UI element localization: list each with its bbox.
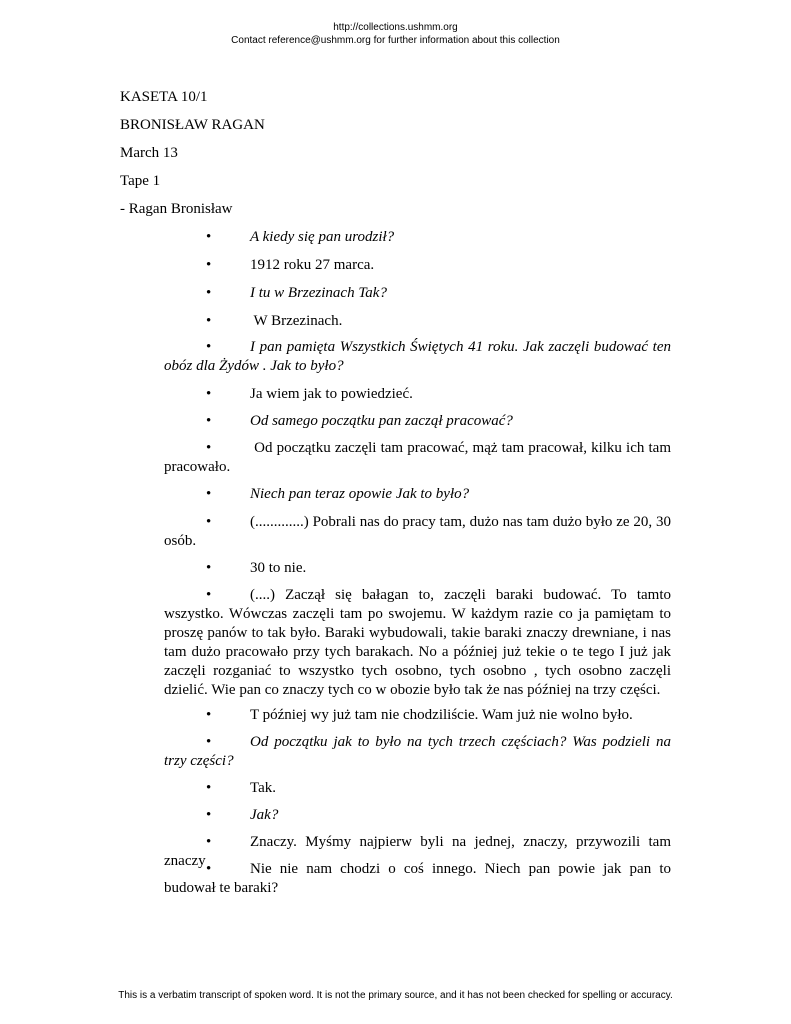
bullet-marker: • bbox=[206, 834, 212, 850]
entry-text: Ja wiem jak to powiedzieć. bbox=[250, 386, 413, 402]
speaker-label: - Ragan Bronisław bbox=[120, 201, 233, 217]
interviewee-name: BRONISŁAW RAGAN bbox=[120, 117, 265, 133]
entry-text: Od samego początku pan zaczął pracować? bbox=[250, 413, 513, 429]
entry-text: (....) Zaczął się bałagan to, zaczęli baraki budować. To tamto wszystko. Wówczas zaczęli tam po swojemu. W każdym razie co ja pamiętam to proszę panów to tak było. Baraki wybudowali, takie baraki znaczy drewniane, i nas tam dużo pracowało przy tych barakach. No a później już tekie o te tego I już jak zaczęli rozganiać to wszystko tych osobno, tych osobno , tych osobno zaczęli dzielić. Wie pan co znaczy tych co w obozie było tak że nas później na trzy części. bbox=[164, 587, 671, 698]
transcript-entry bbox=[164, 559, 671, 578]
bullet-marker: • bbox=[206, 861, 212, 877]
bullet-marker: • bbox=[206, 514, 212, 530]
bullet-marker: • bbox=[206, 560, 212, 576]
entry-text: (.............) Pobrali nas do pracy tam, dużo nas tam dużo było ze 20, 30 osób. bbox=[164, 514, 671, 549]
tape-label: Tape 1 bbox=[120, 173, 161, 189]
entry-text: Od początku zaczęli tam pracować, mąż tam pracował, kilku ich tam pracowało. bbox=[164, 440, 671, 475]
bullet-marker: • bbox=[206, 440, 212, 456]
entry-text: Jak? bbox=[250, 807, 279, 823]
transcript-entry bbox=[164, 485, 671, 504]
transcript-entry bbox=[164, 733, 671, 771]
transcript-disclaimer: This is a verbatim transcript of spoken word. It is not the primary source, and it has not been checked for spelling or accuracy. bbox=[118, 990, 673, 1001]
entry-text: Nie nie nam chodzi o coś innego. Niech pan powie jak pan to budował te baraki? bbox=[164, 861, 671, 896]
transcript-entry bbox=[164, 412, 671, 431]
bullet-marker: • bbox=[206, 807, 212, 823]
entry-text: I pan pamięta Wszystkich Świętych 41 roku. Jak zaczęli budować ten obóz dla Żydów . Jak to było? bbox=[164, 339, 671, 374]
transcript-entry bbox=[164, 779, 671, 798]
transcript-entry bbox=[164, 706, 671, 725]
entry-text: 30 to nie. bbox=[250, 560, 307, 576]
header-url[interactable]: http://collections.ushmm.org bbox=[333, 22, 458, 33]
cassette-label: KASETA 10/1 bbox=[120, 89, 208, 105]
interview-date: March 13 bbox=[120, 145, 178, 161]
transcript-entry bbox=[164, 312, 671, 331]
transcript-entry bbox=[164, 439, 671, 477]
entry-text: Tak. bbox=[250, 780, 277, 796]
transcript-entry bbox=[164, 284, 671, 303]
bullet-marker: • bbox=[206, 386, 212, 402]
entry-text: Od początku jak to było na tych trzech częściach? Was podzieli na trzy części? bbox=[164, 734, 671, 769]
transcript-entry bbox=[164, 860, 671, 898]
bullet-marker: • bbox=[206, 707, 212, 723]
transcript-entry bbox=[164, 338, 671, 376]
bullet-marker: • bbox=[206, 734, 212, 750]
transcript-entry bbox=[164, 806, 671, 825]
entry-text: A kiedy się pan urodził? bbox=[250, 229, 395, 245]
transcript-entry bbox=[164, 513, 671, 551]
entry-text: W Brzezinach. bbox=[250, 313, 343, 329]
entry-text: Niech pan teraz opowie Jak to było? bbox=[250, 486, 470, 502]
bullet-marker: • bbox=[206, 413, 212, 429]
bullet-marker: • bbox=[206, 780, 212, 796]
entry-text: T później wy już tam nie chodziliście. Wam już nie wolno było. bbox=[250, 707, 633, 723]
bullet-marker: • bbox=[206, 257, 212, 273]
transcript-entry bbox=[164, 586, 671, 700]
bullet-marker: • bbox=[206, 339, 212, 355]
bullet-marker: • bbox=[206, 229, 212, 245]
bullet-marker: • bbox=[206, 587, 212, 603]
transcript-entry bbox=[164, 385, 671, 404]
bullet-marker: • bbox=[206, 313, 212, 329]
entry-text: I tu w Brzezinach Tak? bbox=[250, 285, 387, 301]
header-contact: Contact reference@ushmm.org for further information about this collection bbox=[231, 35, 560, 46]
bullet-marker: • bbox=[206, 486, 212, 502]
transcript-entry bbox=[164, 256, 671, 275]
entry-text: Znaczy. Myśmy najpierw byli na jednej, znaczy, przywozili tam znaczy bbox=[164, 834, 671, 869]
transcript-entry bbox=[164, 228, 671, 247]
entry-text: 1912 roku 27 marca. bbox=[250, 257, 375, 273]
bullet-marker: • bbox=[206, 285, 212, 301]
